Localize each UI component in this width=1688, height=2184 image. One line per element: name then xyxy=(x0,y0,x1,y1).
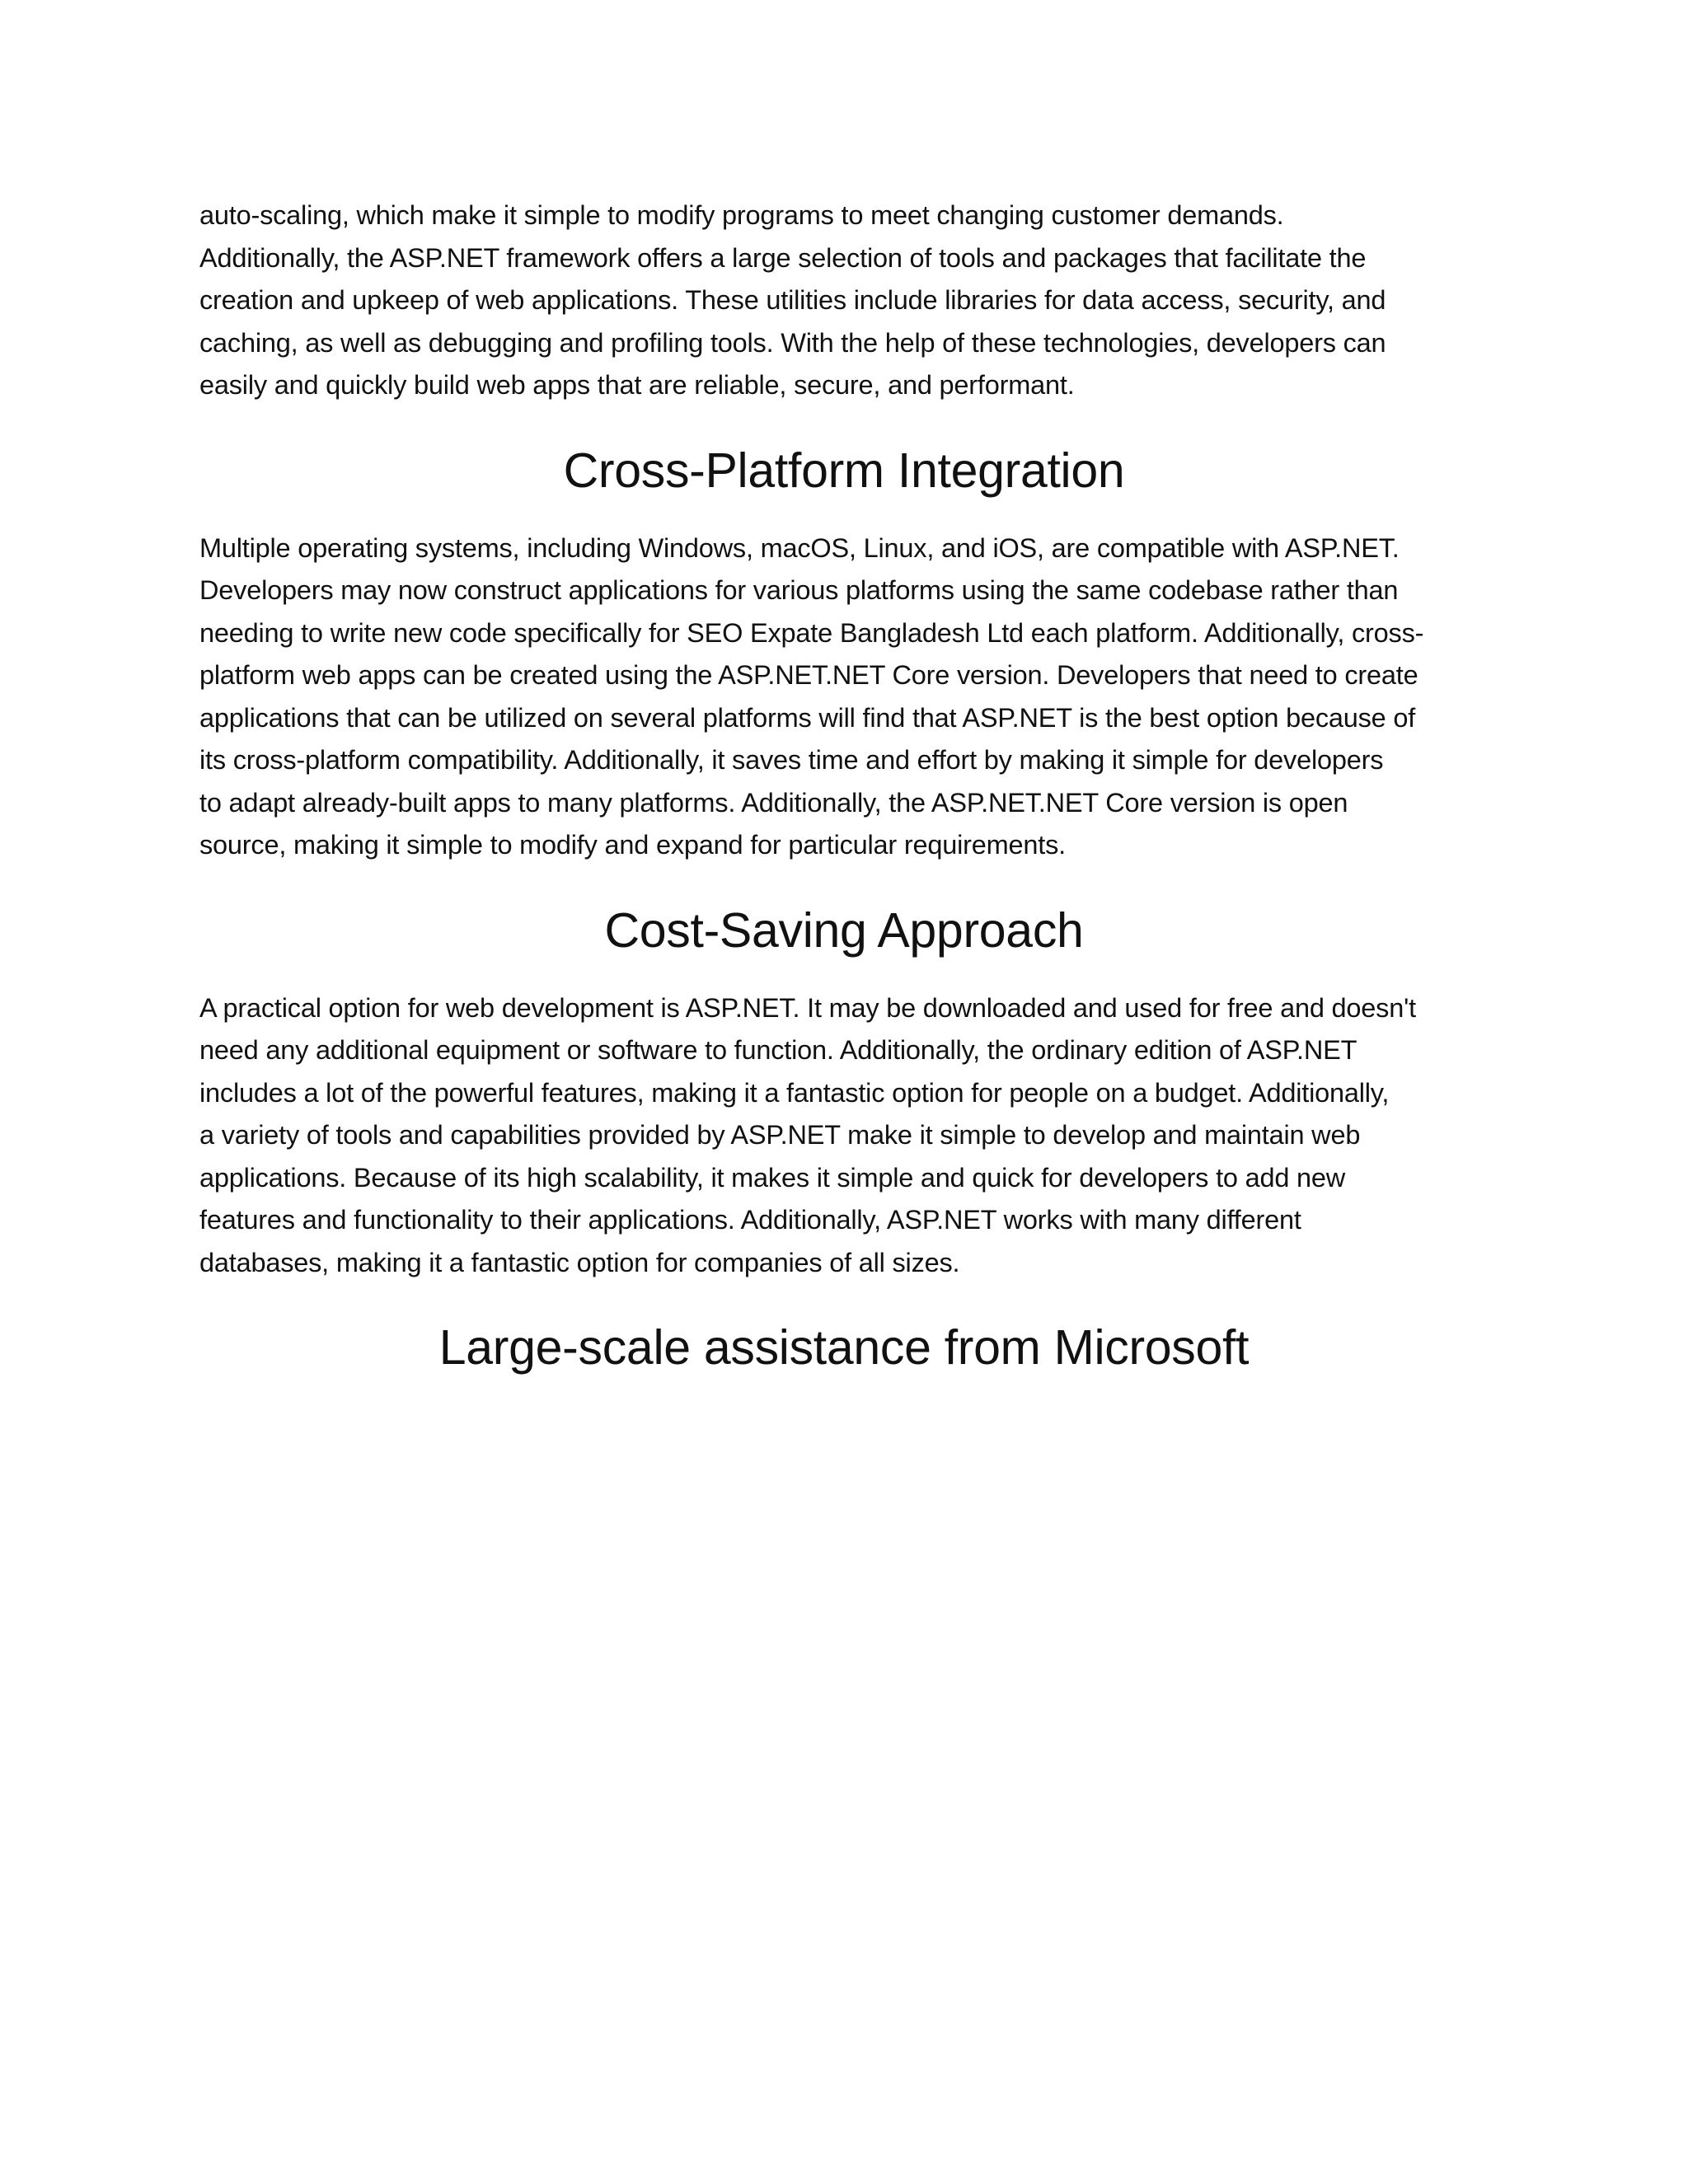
paragraph-line: a variety of tools and capabilities provided by ASP.NET make it simple to develop and maintain web xyxy=(199,1120,1361,1150)
paragraph-line: Multiple operating systems, including Windows, macOS, Linux, and iOS, are compatible with ASP.NET. xyxy=(199,532,1400,563)
paragraph-line: applications. Because of its high scalability, it makes it simple and quick for developers to add new xyxy=(199,1162,1346,1193)
paragraph-line: features and functionality to their applications. Additionally, ASP.NET works with many different xyxy=(199,1205,1301,1235)
paragraph-line: source, making it simple to modify and expand for particular requirements. xyxy=(199,830,1066,860)
paragraph-line: easily and quickly build web apps that are reliable, secure, and performant. xyxy=(199,370,1075,400)
heading-cost-saving-approach: Cost-Saving Approach xyxy=(604,902,1084,958)
paragraph-line: needing to write new code specifically for SEO Expate Bangladesh Ltd each platform. Additionally, cross- xyxy=(199,617,1424,648)
paragraph-line: A practical option for web development is ASP.NET. It may be downloaded and used for free and doesn't xyxy=(199,992,1416,1023)
paragraph-line: creation and upkeep of web applications. These utilities include libraries for data access, security, and xyxy=(199,285,1386,315)
paragraph-auto-scaling xyxy=(199,194,1489,407)
paragraph-line: Developers may now construct applications for various platforms using the same codebase rather than xyxy=(199,575,1399,605)
paragraph-line: auto-scaling, which make it simple to modify programs to meet changing customer demands. xyxy=(199,200,1284,230)
paragraph-line: need any additional equipment or software to function. Additionally, the ordinary edition of ASP.NET xyxy=(199,1035,1357,1065)
heading-cross-platform-integration: Cross-Platform Integration xyxy=(563,443,1125,498)
paragraph-line: to adapt already-built apps to many platforms. Additionally, the ASP.NET.NET Core version is open xyxy=(199,787,1348,818)
paragraph-cross-platform xyxy=(199,527,1489,867)
heading-large-scale-assistance: Large-scale assistance from Microsoft xyxy=(438,1320,1250,1375)
paragraph-line: databases, making it a fantastic option for companies of all sizes. xyxy=(199,1247,960,1277)
document-body xyxy=(199,194,1489,1376)
paragraph-cost-saving xyxy=(199,987,1489,1285)
paragraph-line: Additionally, the ASP.NET framework offers a large selection of tools and packages that facilitate the xyxy=(199,242,1367,273)
paragraph-line: includes a lot of the powerful features, making it a fantastic option for people on a budget. Additionally, xyxy=(199,1077,1390,1108)
paragraph-line: applications that can be utilized on several platforms will find that ASP.NET is the best option because of xyxy=(199,702,1416,733)
paragraph-line: caching, as well as debugging and profiling tools. With the help of these technologies, developers can xyxy=(199,327,1386,358)
paragraph-line: platform web apps can be created using the ASP.NET.NET Core version. Developers that need to create xyxy=(199,660,1418,690)
paragraph-line: its cross-platform compatibility. Additionally, it saves time and effort by making it simple for developers xyxy=(199,745,1384,775)
